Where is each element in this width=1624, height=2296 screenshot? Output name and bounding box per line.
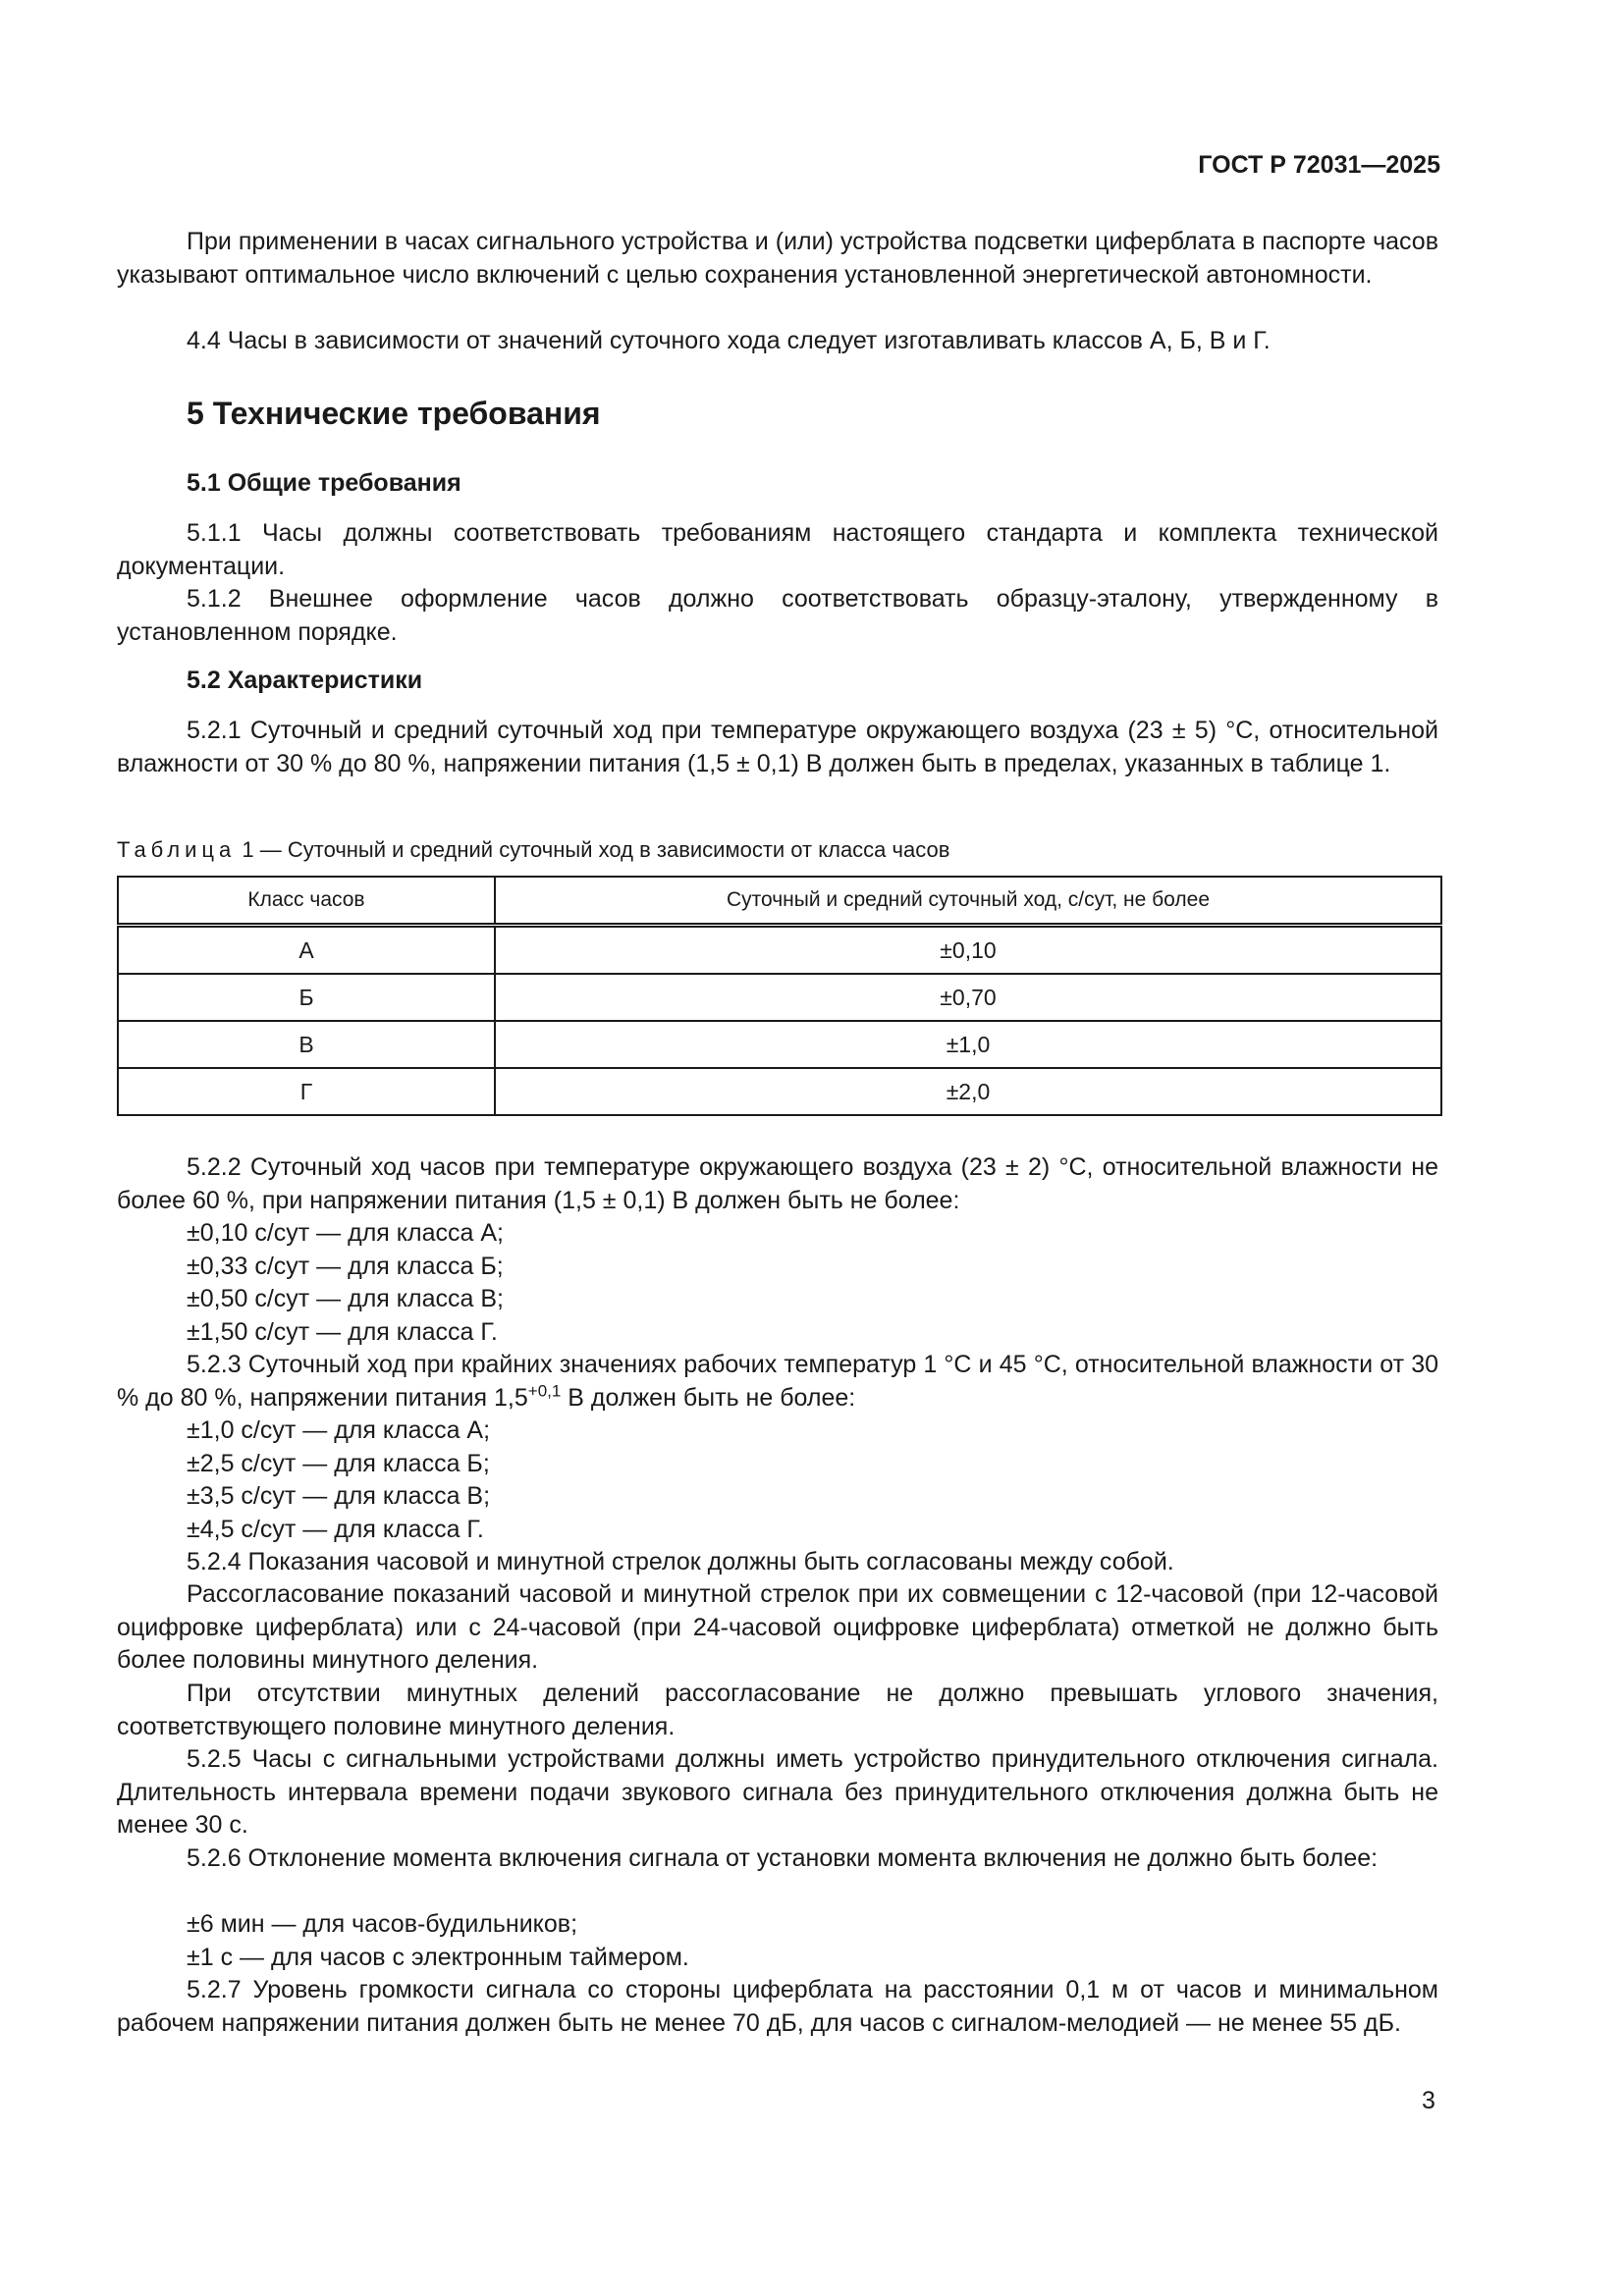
clause-5-2-1: 5.2.1 Суточный и средний суточный ход при температуре окружающего воздуха (23 ± 5) °C, относительной влажности от 30 % до 80 %, напряжении питания (1,5 ± 0,1) В должен быть в пределах, указанных в таблице 1.: [117, 717, 1438, 777]
clause-5-2-3-text-end: В должен быть не более:: [561, 1383, 856, 1412]
clause-5-2-4: 5.2.4 Показания часовой и минутной стрелок должны быть согласованы между собой.: [187, 1548, 1174, 1575]
section-5-title: 5 Технические требования: [187, 396, 601, 431]
document-header: ГОСТ Р 72031—2025: [1198, 151, 1440, 179]
list-item: ±0,10 с/сут — для класса А;: [187, 1219, 504, 1247]
table-row: [118, 926, 1441, 975]
table-header-class: Класс часов: [118, 877, 495, 926]
table-cell-class: В: [118, 1021, 495, 1068]
list-item: ±6 мин — для часов-будильников;: [187, 1910, 578, 1938]
table-header-rate: Суточный и средний суточный ход, с/сут, не более: [495, 877, 1441, 926]
table-caption-label: Таблица: [117, 837, 237, 862]
list-item: ±1 с — для часов с электронным таймером.: [187, 1943, 689, 1971]
clause-5-2-3: [117, 1349, 1438, 1415]
table-1-caption: [117, 837, 949, 863]
list-item: ±3,5 с/сут — для класса В;: [187, 1482, 491, 1510]
clause-4-4: 4.4 Часы в зависимости от значений суточного хода следует изготавливать классов А, Б, В и Г.: [187, 327, 1271, 354]
table-cell-class: Б: [118, 974, 495, 1021]
clause-5-2-7: 5.2.7 Уровень громкости сигнала со стороны циферблата на расстоянии 0,1 м от часов и минимальном рабочем напряжении питания должен быть не менее 70 дБ, для часов с сигналом-мелодией — не менее 55 дБ.: [117, 1976, 1438, 2037]
clause-5-2-2: 5.2.2 Суточный ход часов при температуре окружающего воздуха (23 ± 2) °C, относительной влажности не более 60 %, при напряжении питания (1,5 ± 0,1) В должен быть не более:: [117, 1153, 1438, 1214]
intro-paragraph: При применении в часах сигнального устройства и (или) устройства подсветки циферблата в паспорте часов указывают оптимальное число включений с целью сохранения установленной энергетической автономности.: [117, 228, 1438, 289]
table-row: [118, 1021, 1441, 1068]
clause-5-2-5: 5.2.5 Часы с сигнальными устройствами должны иметь устройство принудительного отключения сигнала. Длительность интервала времени подачи звукового сигнала без принудительного отключения должна быть не менее 30 с.: [117, 1745, 1438, 1839]
list-item: ±1,0 с/сут — для класса А;: [187, 1416, 491, 1444]
table-row: [118, 974, 1441, 1021]
clause-5-2-6-list: [187, 1908, 689, 1974]
table-cell-rate: ±1,0: [495, 1021, 1441, 1068]
clause-5-2-3-list: [187, 1415, 490, 1546]
table-header-row: [118, 877, 1441, 926]
list-item: ±4,5 с/сут — для класса Г.: [187, 1515, 484, 1543]
section-5-1-title: 5.1 Общие требования: [187, 469, 461, 497]
tolerance-superscript: +0,1: [527, 1381, 562, 1401]
table-cell-rate: ±0,10: [495, 926, 1441, 975]
section-5-2-title: 5.2 Характеристики: [187, 667, 423, 694]
clause-5-2-2-list: [187, 1217, 504, 1349]
table-1: [117, 876, 1442, 1116]
clause-5-2-6: 5.2.6 Отклонение момента включения сигнала от установки момента включения не должно быть более:: [187, 1844, 1379, 1872]
table-cell-rate: ±0,70: [495, 974, 1441, 1021]
clause-5-2-3-text: 5.2.3 Суточный ход при крайних значениях рабочих температур 1 °C и 45 °C, относительной влажности от 30 % до 80 %, напряжении питания 1,5: [117, 1351, 1438, 1412]
list-item: ±1,50 с/сут — для класса Г.: [187, 1317, 498, 1346]
table-cell-class: А: [118, 926, 495, 975]
table-row: [118, 1068, 1441, 1115]
list-item: ±2,5 с/сут — для класса Б;: [187, 1449, 490, 1477]
table-caption-text: 1 — Суточный и средний суточный ход в зависимости от класса часов: [242, 837, 950, 862]
table-cell-rate: ±2,0: [495, 1068, 1441, 1115]
list-item: ±0,33 с/сут — для класса Б;: [187, 1252, 504, 1280]
clause-5-1-2: 5.1.2 Внешнее оформление часов должно соответствовать образцу-эталону, утвержденному в установленном порядке.: [117, 585, 1438, 646]
clause-5-2-4-no-divisions: При отсутствии минутных делений рассогласование не должно превышать углового значения, соответствующего половине минутного деления.: [117, 1680, 1438, 1740]
page-number: 3: [1422, 2087, 1435, 2114]
clause-5-1-1: 5.1.1 Часы должны соответствовать требованиям настоящего стандарта и комплекта технической документации.: [117, 519, 1438, 580]
list-item: ±0,50 с/сут — для класса В;: [187, 1285, 504, 1312]
table-cell-class: Г: [118, 1068, 495, 1115]
clause-5-2-4-mismatch: Рассогласование показаний часовой и минутной стрелок при их совмещении с 12-часовой (при 12-часовой оцифровке циферблата) или с 24-часовой (при 24-часовой оцифровке циферблата) отметкой не должно быть более половины минутного деления.: [117, 1580, 1438, 1674]
